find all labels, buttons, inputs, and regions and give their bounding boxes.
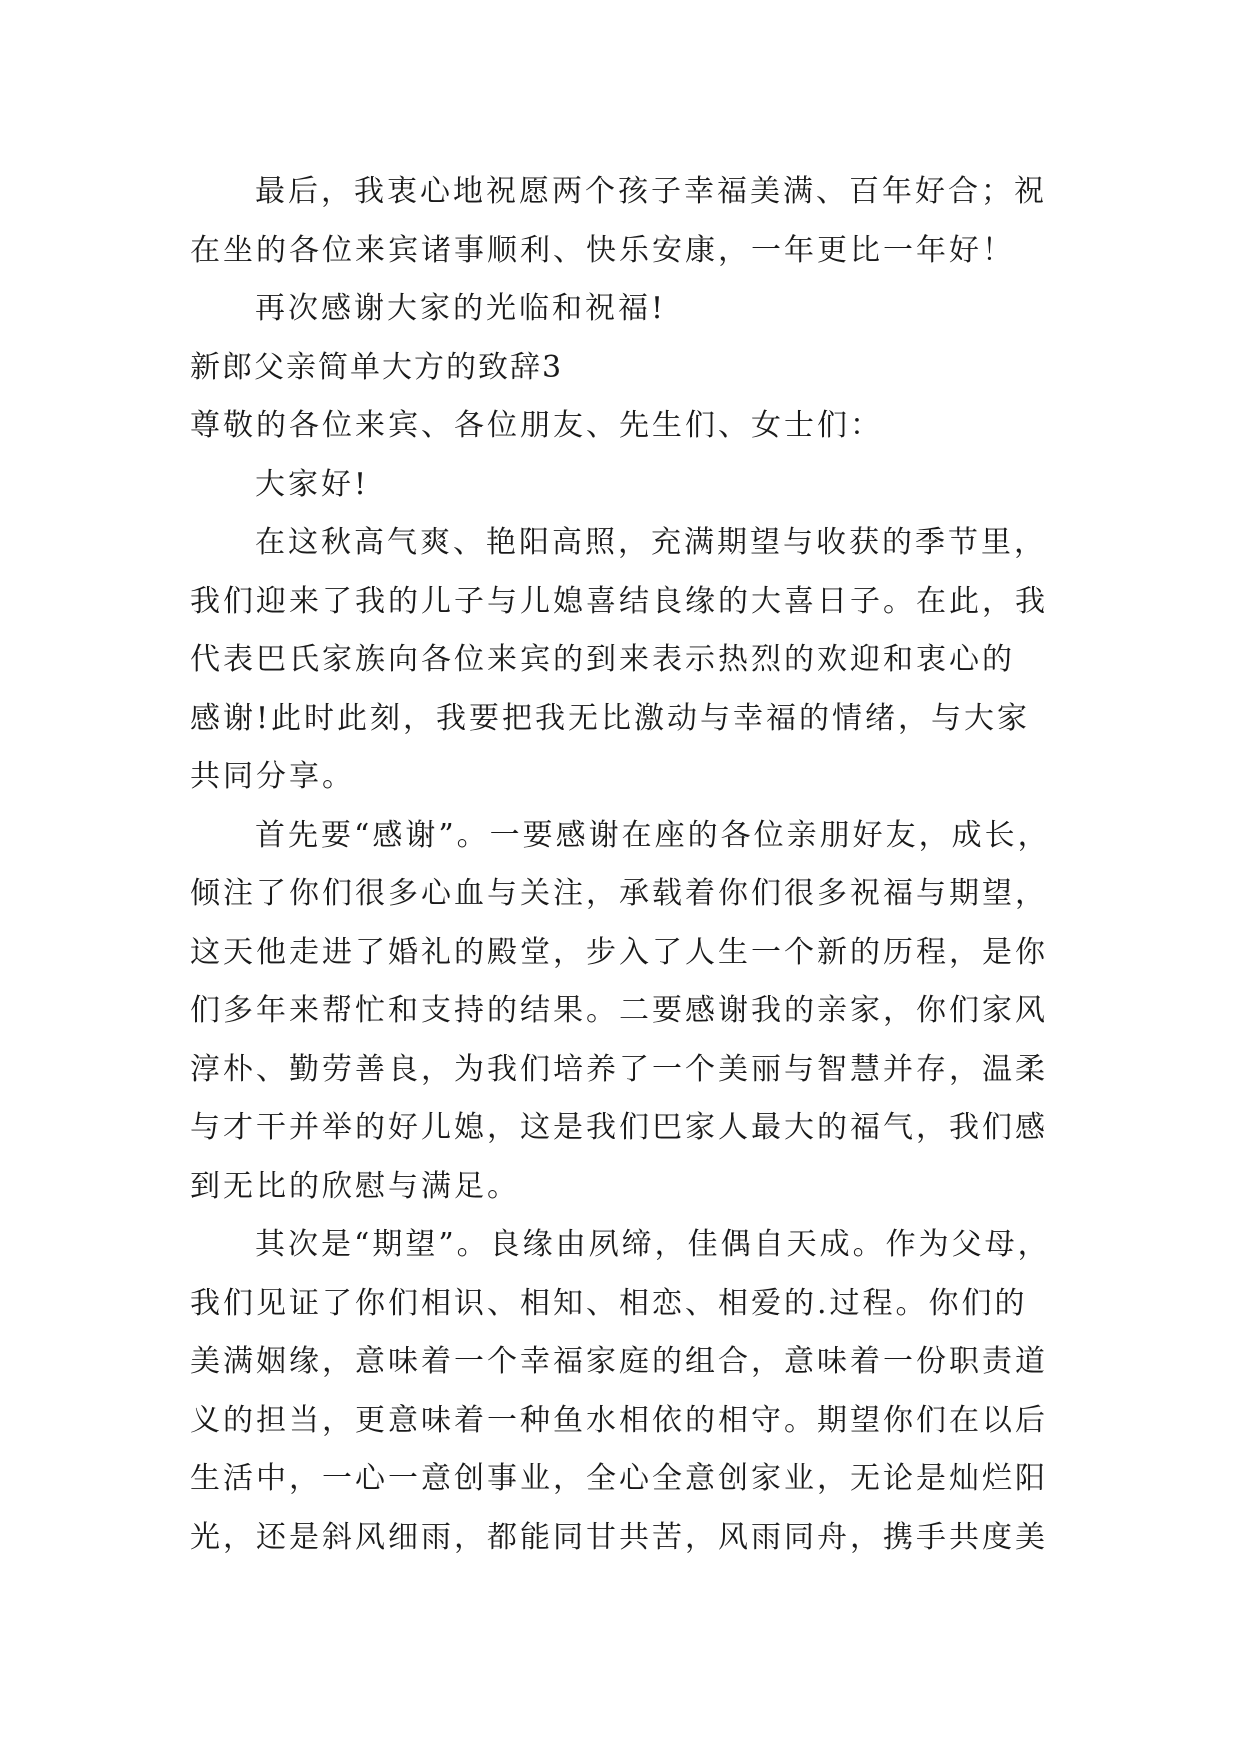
text-line: 我们见证了你们相识、相知、相恋、相爱的.过程。你们的 bbox=[190, 1285, 1028, 1321]
text-line: 最后，我衷心地祝愿两个孩子幸福美满、百年好合；祝 bbox=[255, 174, 1047, 209]
text-line: 生活中，一心一意创事业，全心全意创家业，无论是灿烂阳 bbox=[190, 1461, 1048, 1496]
text-line: 在坐的各位来宾诸事顺利、快乐安康，一年更比一年好！ bbox=[190, 232, 1015, 268]
text-line: 倾注了你们很多心血与关注，承载着你们很多祝福与期望， bbox=[190, 876, 1048, 911]
salutation: 尊敬的各位来宾、各位朋友、先生们、女士们： bbox=[190, 408, 883, 443]
text-line: 我们迎来了我的儿子与儿媳喜结良缘的大喜日子。在此，我 bbox=[190, 583, 1048, 619]
text-line: 再次感谢大家的光临和祝福! bbox=[255, 291, 667, 326]
text-line: 在这秋高气爽、艳阳高照，充满期望与收获的季节里， bbox=[255, 525, 1047, 560]
text-line: 义的担当，更意味着一种鱼水相依的相守。期望你们在以后 bbox=[190, 1402, 1048, 1438]
text-line: 这天他走进了婚礼的殿堂，步入了人生一个新的历程，是你 bbox=[190, 934, 1048, 970]
text-line: 感谢!此时此刻，我要把我无比激动与幸福的情绪，与大家 bbox=[190, 700, 1031, 736]
text-line: 到无比的欣慰与满足。 bbox=[190, 1168, 520, 1204]
text-line: 们多年来帮忙和支持的结果。二要感谢我的亲家，你们家风 bbox=[190, 993, 1048, 1028]
text-line: 其次是“期望”。良缘由夙缔，佳偶自天成。作为父母， bbox=[255, 1227, 1051, 1262]
text-line: 淳朴、勤劳善良，为我们培养了一个美丽与智慧并存，温柔 bbox=[190, 1051, 1048, 1087]
document-body bbox=[190, 163, 1050, 1567]
greeting: 大家好! bbox=[255, 466, 370, 502]
text-line: 代表巴氏家族向各位来宾的到来表示热烈的欢迎和衷心的 bbox=[190, 642, 1015, 677]
text-line: 共同分享。 bbox=[190, 759, 355, 794]
section-heading: 新郎父亲简单大方的致辞3 bbox=[190, 349, 564, 385]
text-line: 光，还是斜风细雨，都能同甘共苦，风雨同舟，携手共度美 bbox=[190, 1519, 1048, 1555]
text-line: 与才干并举的好儿媳，这是我们巴家人最大的福气，我们感 bbox=[190, 1110, 1048, 1145]
text-line: 首先要“感谢”。一要感谢在座的各位亲朋好友，成长， bbox=[255, 817, 1051, 853]
text-line: 美满姻缘，意味着一个幸福家庭的组合，意味着一份职责道 bbox=[190, 1344, 1048, 1379]
